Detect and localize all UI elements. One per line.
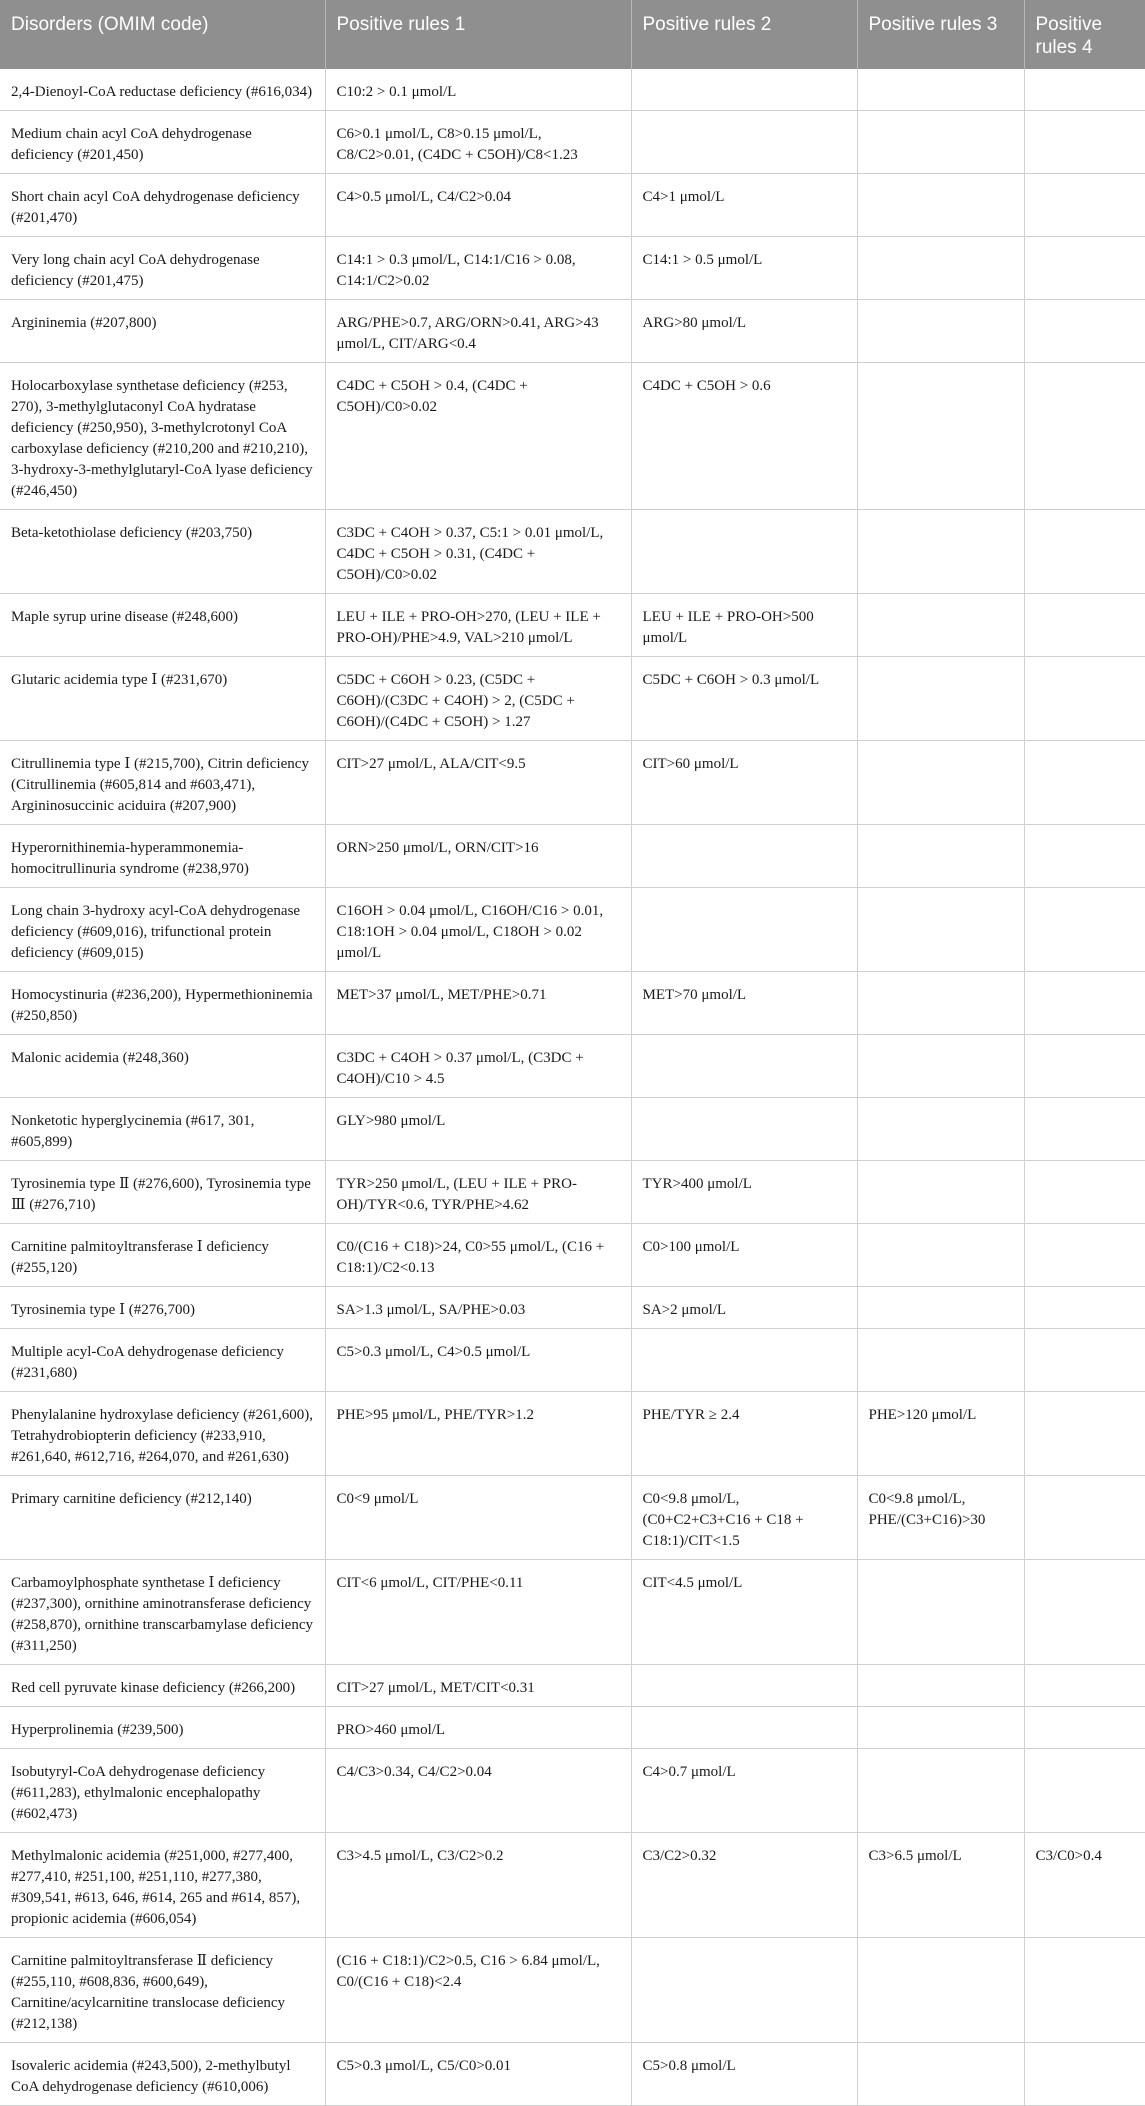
disorder-cell: Glutaric acidemia type Ⅰ (#231,670) bbox=[0, 657, 325, 741]
table-row bbox=[0, 657, 1145, 741]
disorder-cell: 2,4-Dienoyl-CoA reductase deficiency (#616,034) bbox=[0, 69, 325, 111]
disorder-cell: Phenylalanine hydroxylase deficiency (#261,600), Tetrahydrobiopterin deficiency (#233,910, #261,640, #612,716, #264,070, and #261,630) bbox=[0, 1392, 325, 1476]
positive-rules-2-cell bbox=[631, 1329, 857, 1392]
positive-rules-2-cell: PHE/TYR ≥ 2.4 bbox=[631, 1392, 857, 1476]
positive-rules-2-cell: C0>100 μmol/L bbox=[631, 1224, 857, 1287]
disorder-cell: Very long chain acyl CoA dehydrogenase deficiency (#201,475) bbox=[0, 237, 325, 300]
positive-rules-1-cell: C4DC + C5OH > 0.4, (C4DC + C5OH)/C0>0.02 bbox=[325, 363, 631, 510]
positive-rules-4-cell bbox=[1024, 1749, 1145, 1833]
positive-rules-3-cell bbox=[857, 69, 1024, 111]
positive-rules-2-cell: MET>70 μmol/L bbox=[631, 972, 857, 1035]
positive-rules-4-cell bbox=[1024, 174, 1145, 237]
positive-rules-3-cell bbox=[857, 363, 1024, 510]
table-row bbox=[0, 111, 1145, 174]
positive-rules-3-cell: C0<9.8 μmol/L, PHE/(C3+C16)>30 bbox=[857, 1476, 1024, 1560]
positive-rules-3-cell bbox=[857, 972, 1024, 1035]
positive-rules-1-cell: C4/C3>0.34, C4/C2>0.04 bbox=[325, 1749, 631, 1833]
positive-rules-2-cell: CIT>60 μmol/L bbox=[631, 741, 857, 825]
positive-rules-3-cell bbox=[857, 1161, 1024, 1224]
disorder-cell: Holocarboxylase synthetase deficiency (#253, 270), 3-methylglutaconyl CoA hydratase deficiency (#250,950), 3-methylcrotonyl CoA carboxylase deficiency (#210,200 and #210,210), 3-hydroxy-3-methylglutaryl-CoA lyase deficiency (#246,450) bbox=[0, 363, 325, 510]
table-row bbox=[0, 1035, 1145, 1098]
positive-rules-3-cell: PHE>120 μmol/L bbox=[857, 1392, 1024, 1476]
positive-rules-4-cell bbox=[1024, 1665, 1145, 1707]
positive-rules-4-cell bbox=[1024, 111, 1145, 174]
positive-rules-1-cell: CIT<6 μmol/L, CIT/PHE<0.11 bbox=[325, 1560, 631, 1665]
positive-rules-4-cell bbox=[1024, 237, 1145, 300]
positive-rules-4-cell bbox=[1024, 825, 1145, 888]
positive-rules-4-cell bbox=[1024, 1161, 1145, 1224]
positive-rules-4-cell bbox=[1024, 1476, 1145, 1560]
positive-rules-1-cell: GLY>980 μmol/L bbox=[325, 1098, 631, 1161]
positive-rules-2-cell bbox=[631, 69, 857, 111]
table-row bbox=[0, 174, 1145, 237]
positive-rules-3-cell bbox=[857, 1560, 1024, 1665]
positive-rules-3-cell bbox=[857, 2043, 1024, 2106]
positive-rules-2-cell: C4>1 μmol/L bbox=[631, 174, 857, 237]
header-positive-rules-1: Positive rules 1 bbox=[325, 0, 631, 69]
positive-rules-3-cell bbox=[857, 825, 1024, 888]
positive-rules-1-cell: CIT>27 μmol/L, ALA/CIT<9.5 bbox=[325, 741, 631, 825]
header-disorders: Disorders (OMIM code) bbox=[0, 0, 325, 69]
disorder-cell: Hyperprolinemia (#239,500) bbox=[0, 1707, 325, 1749]
positive-rules-2-cell bbox=[631, 1035, 857, 1098]
disorder-cell: Hyperornithinemia-hyperammonemia-homocitrullinuria syndrome (#238,970) bbox=[0, 825, 325, 888]
positive-rules-3-cell: C3>6.5 μmol/L bbox=[857, 1833, 1024, 1938]
positive-rules-4-cell: C3/C0>0.4 bbox=[1024, 1833, 1145, 1938]
positive-rules-3-cell bbox=[857, 594, 1024, 657]
positive-rules-1-cell: C0/(C16 + C18)>24, C0>55 μmol/L, (C16 + C18:1)/C2<0.13 bbox=[325, 1224, 631, 1287]
positive-rules-1-cell: CIT>27 μmol/L, MET/CIT<0.31 bbox=[325, 1665, 631, 1707]
positive-rules-2-cell bbox=[631, 1938, 857, 2043]
positive-rules-1-cell: C4>0.5 μmol/L, C4/C2>0.04 bbox=[325, 174, 631, 237]
positive-rules-1-cell: C5>0.3 μmol/L, C5/C0>0.01 bbox=[325, 2043, 631, 2106]
table-row bbox=[0, 1938, 1145, 2043]
positive-rules-1-cell: C6>0.1 μmol/L, C8>0.15 μmol/L, C8/C2>0.01, (C4DC + C5OH)/C8<1.23 bbox=[325, 111, 631, 174]
positive-rules-2-cell bbox=[631, 510, 857, 594]
table-row bbox=[0, 1476, 1145, 1560]
positive-rules-4-cell bbox=[1024, 2043, 1145, 2106]
table-row bbox=[0, 741, 1145, 825]
disorder-cell: Carnitine palmitoyltransferase Ⅰ deficiency (#255,120) bbox=[0, 1224, 325, 1287]
positive-rules-2-cell: C4DC + C5OH > 0.6 bbox=[631, 363, 857, 510]
table-row bbox=[0, 300, 1145, 363]
table-row bbox=[0, 2043, 1145, 2106]
positive-rules-1-cell: SA>1.3 μmol/L, SA/PHE>0.03 bbox=[325, 1287, 631, 1329]
positive-rules-2-cell bbox=[631, 111, 857, 174]
positive-rules-3-cell bbox=[857, 237, 1024, 300]
table-row bbox=[0, 510, 1145, 594]
positive-rules-2-cell: C3/C2>0.32 bbox=[631, 1833, 857, 1938]
positive-rules-2-cell: ARG>80 μmol/L bbox=[631, 300, 857, 363]
positive-rules-1-cell: ORN>250 μmol/L, ORN/CIT>16 bbox=[325, 825, 631, 888]
table-row bbox=[0, 1098, 1145, 1161]
positive-rules-2-cell: LEU + ILE + PRO-OH>500 μmol/L bbox=[631, 594, 857, 657]
disorder-cell: Primary carnitine deficiency (#212,140) bbox=[0, 1476, 325, 1560]
positive-rules-3-cell bbox=[857, 741, 1024, 825]
positive-rules-2-cell bbox=[631, 1707, 857, 1749]
disorder-cell: Beta-ketothiolase deficiency (#203,750) bbox=[0, 510, 325, 594]
positive-rules-1-cell: MET>37 μmol/L, MET/PHE>0.71 bbox=[325, 972, 631, 1035]
positive-rules-3-cell bbox=[857, 174, 1024, 237]
positive-rules-4-cell bbox=[1024, 363, 1145, 510]
positive-rules-3-cell bbox=[857, 1665, 1024, 1707]
header-positive-rules-4: Positive rules 4 bbox=[1024, 0, 1145, 69]
positive-rules-2-cell: C5>0.8 μmol/L bbox=[631, 2043, 857, 2106]
positive-rules-3-cell bbox=[857, 1707, 1024, 1749]
disorder-cell: Medium chain acyl CoA dehydrogenase deficiency (#201,450) bbox=[0, 111, 325, 174]
positive-rules-1-cell: C3DC + C4OH > 0.37 μmol/L, (C3DC + C4OH)/C10 > 4.5 bbox=[325, 1035, 631, 1098]
table-row bbox=[0, 237, 1145, 300]
table-row bbox=[0, 1287, 1145, 1329]
positive-rules-2-cell: SA>2 μmol/L bbox=[631, 1287, 857, 1329]
table-row bbox=[0, 888, 1145, 972]
table-row bbox=[0, 69, 1145, 111]
disorder-cell: Tyrosinemia type Ⅱ (#276,600), Tyrosinemia type Ⅲ (#276,710) bbox=[0, 1161, 325, 1224]
positive-rules-2-cell: TYR>400 μmol/L bbox=[631, 1161, 857, 1224]
table-row bbox=[0, 1833, 1145, 1938]
header-row bbox=[0, 0, 1145, 69]
positive-rules-4-cell bbox=[1024, 888, 1145, 972]
positive-rules-1-cell: C3>4.5 μmol/L, C3/C2>0.2 bbox=[325, 1833, 631, 1938]
table-row bbox=[0, 1560, 1145, 1665]
header-positive-rules-2: Positive rules 2 bbox=[631, 0, 857, 69]
table-row bbox=[0, 1665, 1145, 1707]
positive-rules-2-cell: C5DC + C6OH > 0.3 μmol/L bbox=[631, 657, 857, 741]
positive-rules-4-cell bbox=[1024, 300, 1145, 363]
positive-rules-2-cell bbox=[631, 1098, 857, 1161]
disorder-cell: Argininemia (#207,800) bbox=[0, 300, 325, 363]
positive-rules-4-cell bbox=[1024, 1287, 1145, 1329]
positive-rules-1-cell: C0<9 μmol/L bbox=[325, 1476, 631, 1560]
disorder-cell: Carnitine palmitoyltransferase Ⅱ deficiency (#255,110, #608,836, #600,649), Carnitine/acylcarnitine translocase deficiency (#212,138) bbox=[0, 1938, 325, 2043]
positive-rules-4-cell bbox=[1024, 1035, 1145, 1098]
table-row bbox=[0, 594, 1145, 657]
positive-rules-1-cell: TYR>250 μmol/L, (LEU + ILE + PRO-OH)/TYR<0.6, TYR/PHE>4.62 bbox=[325, 1161, 631, 1224]
disorder-cell: Multiple acyl-CoA dehydrogenase deficiency (#231,680) bbox=[0, 1329, 325, 1392]
positive-rules-3-cell bbox=[857, 111, 1024, 174]
positive-rules-4-cell bbox=[1024, 1560, 1145, 1665]
positive-rules-1-cell: PHE>95 μmol/L, PHE/TYR>1.2 bbox=[325, 1392, 631, 1476]
positive-rules-3-cell bbox=[857, 657, 1024, 741]
positive-rules-3-cell bbox=[857, 1224, 1024, 1287]
positive-rules-1-cell: ARG/PHE>0.7, ARG/ORN>0.41, ARG>43 μmol/L, CIT/ARG<0.4 bbox=[325, 300, 631, 363]
table-row bbox=[0, 972, 1145, 1035]
disorder-cell: Nonketotic hyperglycinemia (#617, 301, #605,899) bbox=[0, 1098, 325, 1161]
positive-rules-2-cell bbox=[631, 825, 857, 888]
positive-rules-1-cell: (C16 + C18:1)/C2>0.5, C16 > 6.84 μmol/L, C0/(C16 + C18)<2.4 bbox=[325, 1938, 631, 2043]
positive-rules-4-cell bbox=[1024, 69, 1145, 111]
positive-rules-3-cell bbox=[857, 1938, 1024, 2043]
positive-rules-2-cell bbox=[631, 888, 857, 972]
table-row bbox=[0, 825, 1145, 888]
positive-rules-4-cell bbox=[1024, 1224, 1145, 1287]
positive-rules-4-cell bbox=[1024, 594, 1145, 657]
positive-rules-4-cell bbox=[1024, 1392, 1145, 1476]
table-row bbox=[0, 1392, 1145, 1476]
disorder-cell: Tyrosinemia type Ⅰ (#276,700) bbox=[0, 1287, 325, 1329]
positive-rules-4-cell bbox=[1024, 1329, 1145, 1392]
positive-rules-3-cell bbox=[857, 888, 1024, 972]
table-row bbox=[0, 1707, 1145, 1749]
positive-rules-4-cell bbox=[1024, 657, 1145, 741]
disorder-cell: Short chain acyl CoA dehydrogenase deficiency (#201,470) bbox=[0, 174, 325, 237]
positive-rules-4-cell bbox=[1024, 1707, 1145, 1749]
disorder-cell: Malonic acidemia (#248,360) bbox=[0, 1035, 325, 1098]
disorder-cell: Carbamoylphosphate synthetase Ⅰ deficiency (#237,300), ornithine aminotransferase deficiency (#258,870), ornithine transcarbamylase deficiency (#311,250) bbox=[0, 1560, 325, 1665]
positive-rules-1-cell: C14:1 > 0.3 μmol/L, C14:1/C16 > 0.08, C14:1/C2>0.02 bbox=[325, 237, 631, 300]
positive-rules-4-cell bbox=[1024, 1938, 1145, 2043]
positive-rules-2-cell bbox=[631, 1665, 857, 1707]
positive-rules-4-cell bbox=[1024, 1098, 1145, 1161]
positive-rules-1-cell: PRO>460 μmol/L bbox=[325, 1707, 631, 1749]
disorder-cell: Isobutyryl-CoA dehydrogenase deficiency (#611,283), ethylmalonic encephalopathy (#602,473) bbox=[0, 1749, 325, 1833]
disorder-cell: Isovaleric acidemia (#243,500), 2-methylbutyl CoA dehydrogenase deficiency (#610,006) bbox=[0, 2043, 325, 2106]
positive-rules-1-cell: C16OH > 0.04 μmol/L, C16OH/C16 > 0.01, C18:1OH > 0.04 μmol/L, C18OH > 0.02 μmol/L bbox=[325, 888, 631, 972]
positive-rules-3-cell bbox=[857, 1749, 1024, 1833]
positive-rules-4-cell bbox=[1024, 741, 1145, 825]
table-row bbox=[0, 1749, 1145, 1833]
positive-rules-3-cell bbox=[857, 1098, 1024, 1161]
positive-rules-3-cell bbox=[857, 1287, 1024, 1329]
table-row bbox=[0, 363, 1145, 510]
table-header bbox=[0, 0, 1145, 69]
positive-rules-2-cell: C14:1 > 0.5 μmol/L bbox=[631, 237, 857, 300]
positive-rules-1-cell: C5>0.3 μmol/L, C4>0.5 μmol/L bbox=[325, 1329, 631, 1392]
positive-rules-2-cell: C4>0.7 μmol/L bbox=[631, 1749, 857, 1833]
disorder-cell: Long chain 3-hydroxy acyl-CoA dehydrogenase deficiency (#609,016), trifunctional protein deficiency (#609,015) bbox=[0, 888, 325, 972]
positive-rules-1-cell: LEU + ILE + PRO-OH>270, (LEU + ILE + PRO-OH)/PHE>4.9, VAL>210 μmol/L bbox=[325, 594, 631, 657]
disorder-cell: Citrullinemia type Ⅰ (#215,700), Citrin deficiency (Citrullinemia (#605,814 and #603,471), Argininosuccinic aciduira (#207,900) bbox=[0, 741, 325, 825]
table-row bbox=[0, 1161, 1145, 1224]
disorder-cell: Methylmalonic acidemia (#251,000, #277,400, #277,410, #251,100, #251,110, #277,380, #309,541, #613, 646, #614, 265 and #614, 857), propionic acidemia (#606,054) bbox=[0, 1833, 325, 1938]
table-body bbox=[0, 69, 1145, 2106]
table-row bbox=[0, 1329, 1145, 1392]
positive-rules-2-cell: CIT<4.5 μmol/L bbox=[631, 1560, 857, 1665]
positive-rules-2-cell: C0<9.8 μmol/L, (C0+C2+C3+C16 + C18 + C18:1)/CIT<1.5 bbox=[631, 1476, 857, 1560]
positive-rules-3-cell bbox=[857, 1035, 1024, 1098]
positive-rules-1-cell: C3DC + C4OH > 0.37, C5:1 > 0.01 μmol/L, C4DC + C5OH > 0.31, (C4DC + C5OH)/C0>0.02 bbox=[325, 510, 631, 594]
table-row bbox=[0, 1224, 1145, 1287]
positive-rules-3-cell bbox=[857, 300, 1024, 363]
header-positive-rules-3: Positive rules 3 bbox=[857, 0, 1024, 69]
disorder-cell: Homocystinuria (#236,200), Hypermethioninemia (#250,850) bbox=[0, 972, 325, 1035]
positive-rules-1-cell: C5DC + C6OH > 0.23, (C5DC + C6OH)/(C3DC + C4OH) > 2, (C5DC + C6OH)/(C4DC + C5OH) > 1.27 bbox=[325, 657, 631, 741]
positive-rules-1-cell: C10:2 > 0.1 μmol/L bbox=[325, 69, 631, 111]
positive-rules-3-cell bbox=[857, 1329, 1024, 1392]
disorder-cell: Maple syrup urine disease (#248,600) bbox=[0, 594, 325, 657]
positive-rules-4-cell bbox=[1024, 972, 1145, 1035]
positive-rules-3-cell bbox=[857, 510, 1024, 594]
disorder-cell: Red cell pyruvate kinase deficiency (#266,200) bbox=[0, 1665, 325, 1707]
positive-rules-4-cell bbox=[1024, 510, 1145, 594]
